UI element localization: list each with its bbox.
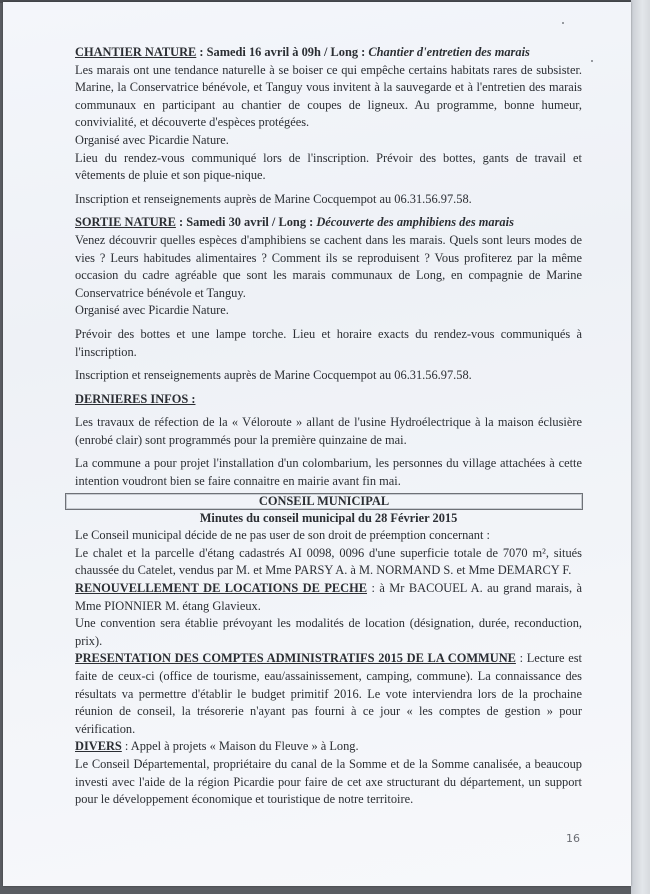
colombarium-info: La commune a pour projet l'installation d'un colombarium, les personnes du village attachées à cette intention voudront bien se faire connaitre en mairie avant fin mai.: [75, 456, 582, 489]
departemental-text: Le Conseil Départemental, propriétaire du canal de la Somme et de la Somme canalisée, a beaucoup investi avec l'aide de la région Picardie pour faire de cet axe structurant du département, un support pour le développement économique et touristique de notre territoire.: [75, 756, 582, 807]
sortie-nature-date: : Samedi 30 avril / Long :: [175, 215, 317, 230]
sortie-nature-registration: Inscription et renseignements auprès de Marine Cocquempot au 06.31.56.97.58.: [75, 368, 472, 383]
sortie-nature-title: Découverte des amphibiens des marais: [316, 215, 514, 230]
divers-paragraph: [75, 738, 582, 756]
sortie-nature-heading: SORTIE NATURE: [75, 215, 176, 230]
chantier-nature-body: Les marais ont une tendance naturelle à se boiser ce qui empêche certains habitats rares de subsister. Marine, la Conservatrice bénévole, et Tanguy vous invitent à la sauvegarde et à l'entretien des marais communaux en participant au chantier de coupes de ligneux. Au programme, bonne humeur, convivialité, et découverte d'espèces protégées.: [75, 62, 582, 130]
comptes-heading: PRESENTATION DES COMPTES ADMINISTRATIFS 2015 DE LA COMMUNE: [75, 651, 516, 666]
chantier-nature-date: : Samedi 16 avril à 09h / Long :: [196, 45, 369, 59]
comptes-paragraph: [75, 650, 582, 738]
chantier-nature-title-line: [75, 44, 582, 62]
minutes-title: Minutes du conseil municipal du 28 Février 2015: [199, 510, 458, 525]
chantier-nature-meeting: Lieu du rendez-vous communiqué lors de l'inscription. Prévoir des bottes, gants de travail et vêtements de pluie et son pique-nique.: [75, 150, 582, 183]
scan-speck: [591, 60, 593, 62]
sortie-nature-title-line: [75, 214, 582, 232]
sortie-nature-body: Venez découvrir quelles espèces d'amphibiens se cachent dans les marais. Quels sont leurs modes de vies ? Leurs habitudes alimentaires ? Comment ils se reproduisent ? Vous profiterez par la même occasion du cadre agréable que sont les marais communaux de Long, en compagnie de Marine Conservatrice bénévole et Tanguy.: [75, 232, 582, 300]
conseil-municipal-section: [75, 493, 582, 809]
chalet-text: Le chalet et la parcelle d'étang cadastrés AI 0098, 0096 d'une superficie totale de 7070 m², situés chaussée du Catelet, vendus par M. et Mme PARSY A. à M. NORMAND S. et Mme DEMARCY F.: [75, 545, 582, 578]
peche-paragraph: [75, 580, 582, 615]
preemption-text: Le Conseil municipal décide de ne pas user de son droit de préemption concernant :: [75, 528, 490, 543]
divers-text: : Appel à projets « Maison du Fleuve » à Long.: [121, 739, 359, 754]
chantier-nature-organised: Organisé avec Picardie Nature.: [75, 132, 229, 147]
sortie-nature-section: [75, 214, 582, 384]
scan-right-edge: [631, 0, 650, 894]
peche-text: : à Mr BACOUEL A. au grand marais, à Mme PIONNIER M. étang Glavieux.: [75, 581, 582, 613]
convention-text: Une convention sera établie prévoyant les modalités de location (désignation, durée, reconduction, prix).: [75, 616, 582, 648]
divers-heading: DIVERS: [75, 739, 122, 754]
comptes-text: : Lecture est faite de ceux-ci (office de tourisme, eau/assainissement, camping, commune). La connaissance des résultats va permettre d'établir le budget primitif 2016. Le vote interviendra lors de la prochaine réunion de conseil, la trésorerie n'ayant pas fourni à ce jour « les comptes de gestion » pour vérification.: [75, 651, 582, 736]
chantier-nature-section: [75, 44, 582, 208]
dernieres-infos-section: [75, 391, 582, 491]
veloroute-info: Les travaux de réfection de la « Véloroute » allant de l'usine Hydroélectrique à la maison éclusière (enrobé clair) sont programmés pour la première quinzaine de mai.: [75, 415, 582, 447]
page-number: 16: [566, 832, 580, 845]
chantier-nature-registration: Inscription et renseignements auprès de Marine Cocquempot au 06.31.56.97.58.: [75, 191, 472, 206]
dernieres-infos-heading: DERNIERES INFOS :: [75, 391, 196, 406]
sortie-nature-equipment: Prévoir des bottes et une lampe torche. Lieu et horaire exacts du rendez-vous communiqués à l'inscription.: [75, 326, 582, 359]
chantier-nature-title: Chantier d'entretien des marais: [368, 45, 530, 59]
conseil-municipal-box: CONSEIL MUNICIPAL: [65, 493, 583, 510]
chantier-nature-heading: CHANTIER NATURE: [75, 45, 197, 59]
scan-speck: [562, 22, 564, 24]
document-content: [75, 44, 582, 809]
peche-heading: RENOUVELLEMENT DE LOCATIONS DE PECHE: [75, 581, 368, 596]
sortie-nature-organised: Organisé avec Picardie Nature.: [75, 303, 229, 318]
